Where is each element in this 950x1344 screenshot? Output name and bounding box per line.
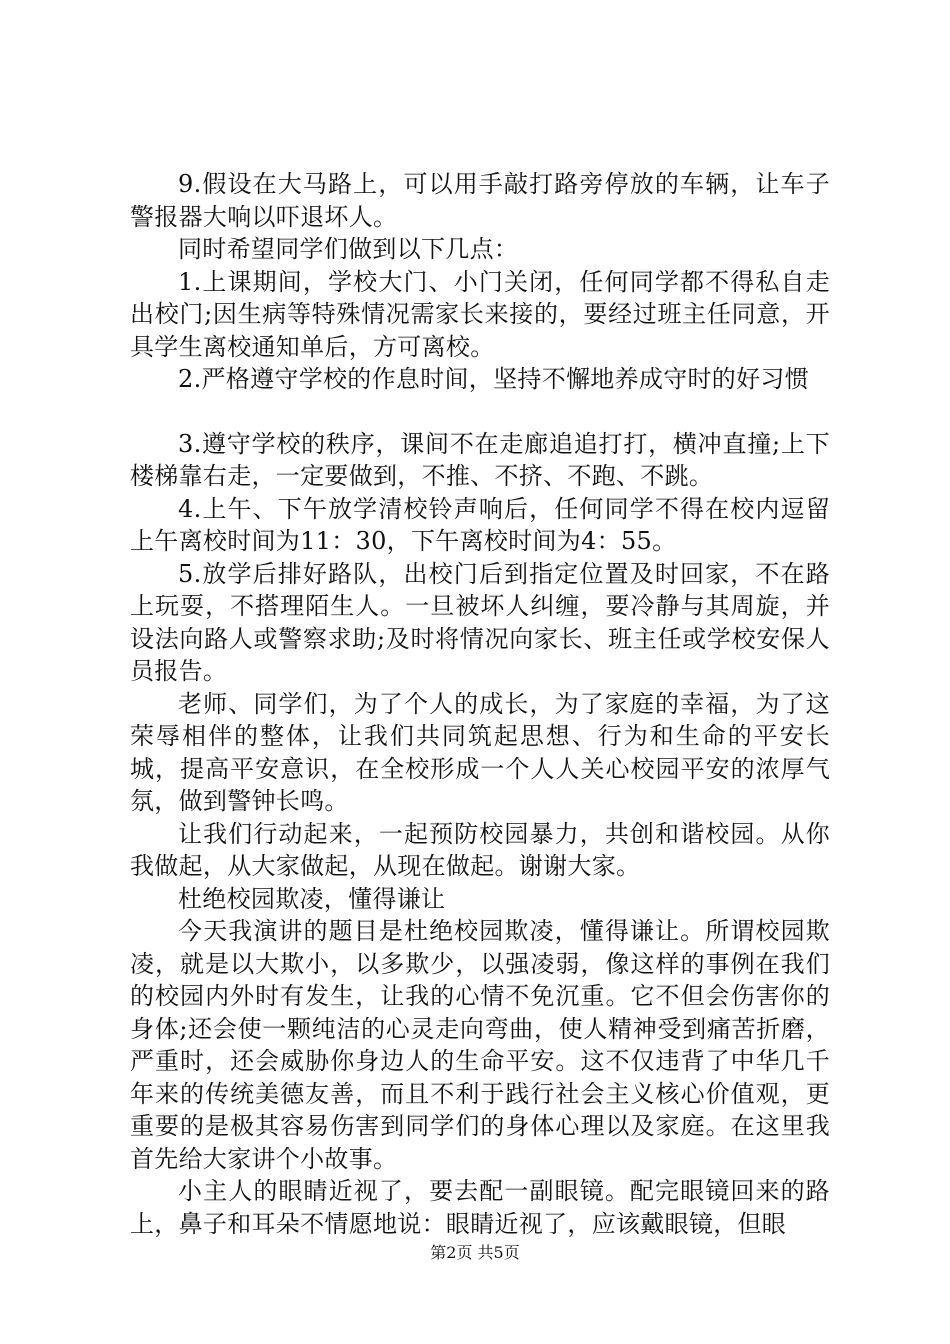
paragraph-tip-9: 9.假设在大马路上，可以用手敲打路旁停放的车辆，让车子警报器大响以吓退坏人。 bbox=[130, 170, 830, 231]
paragraph-point-2: 2.严格遵守学校的作息时间，坚持不懈地养成守时的好习惯 bbox=[178, 365, 809, 393]
paragraph-point-4: 4.上午、下午放学清校铃声响后，任何同学不得在校内逗留上午离校时间为11：30，下午离校时间为4：55。 bbox=[130, 494, 830, 555]
paragraph-point-3: 3.遵守学校的秩序，课间不在走廊追追打打，横冲直撞;上下楼梯靠右走，一定要做到，不推、不挤、不跑、不跳。 bbox=[130, 429, 830, 490]
section-title: 杜绝校园欺凌，懂得谦让 bbox=[178, 884, 446, 913]
document-body bbox=[130, 168, 830, 1240]
paragraph-speech-intro: 今天我演讲的题目是杜绝校园欺凌，懂得谦让。所谓校园欺凌，就是以大欺小，以多欺少，以强凌弱，像这样的事例在我们的校园内外时有发生，让我的心情不免沉重。它不但会伤害你的身体;还会使一颗纯洁的心灵走向弯曲，使人精神受到痛苦折磨，严重时，还会威胁你身边人的生命平安。这不仅违背了中华几千年来的传统美德友善，而且不利于践行社会主义核心价值观，更重要的是极其容易伤害到同学们的身体心理以及家庭。在这里我首先给大家讲个小故事。 bbox=[130, 917, 830, 1173]
paragraph-intro-points: 同时希望同学们做到以下几点： bbox=[178, 235, 519, 263]
paragraph-story: 小主人的眼睛近视了，要去配一副眼镜。配完眼镜回来的路上，鼻子和耳朵不情愿地说：眼睛近视了，应该戴眼镜，但眼 bbox=[130, 1177, 830, 1238]
paragraph-point-5: 5.放学后排好路队，出校门后到指定位置及时回家，不在路上玩耍，不搭理陌生人。一旦被坏人纠缠，要冷静与其周旋，并设法向路人或警察求助;及时将情况向家长、班主任或学校安保人员报告。 bbox=[130, 559, 830, 685]
paragraph-closing: 让我们行动起来，一起预防校园暴力，共创和谐校园。从你我做起，从大家做起，从现在做起。谢谢大家。 bbox=[130, 819, 830, 880]
paragraph-appeal: 老师、同学们，为了个人的成长，为了家庭的幸福，为了这荣辱相伴的整体，让我们共同筑起思想、行为和生命的平安长城，提高平安意识，在全校形成一个人人关心校园平安的浓厚气氛，做到警钟长鸣。 bbox=[130, 689, 830, 815]
paragraph-point-1: 1.上课期间，学校大门、小门关闭，任何同学都不得私自走出校门;因生病等特殊情况需家长来接的，要经过班主任同意，开具学生离校通知单后，方可离校。 bbox=[130, 267, 830, 361]
page-footer: 第2页 共5页 bbox=[430, 1243, 520, 1262]
